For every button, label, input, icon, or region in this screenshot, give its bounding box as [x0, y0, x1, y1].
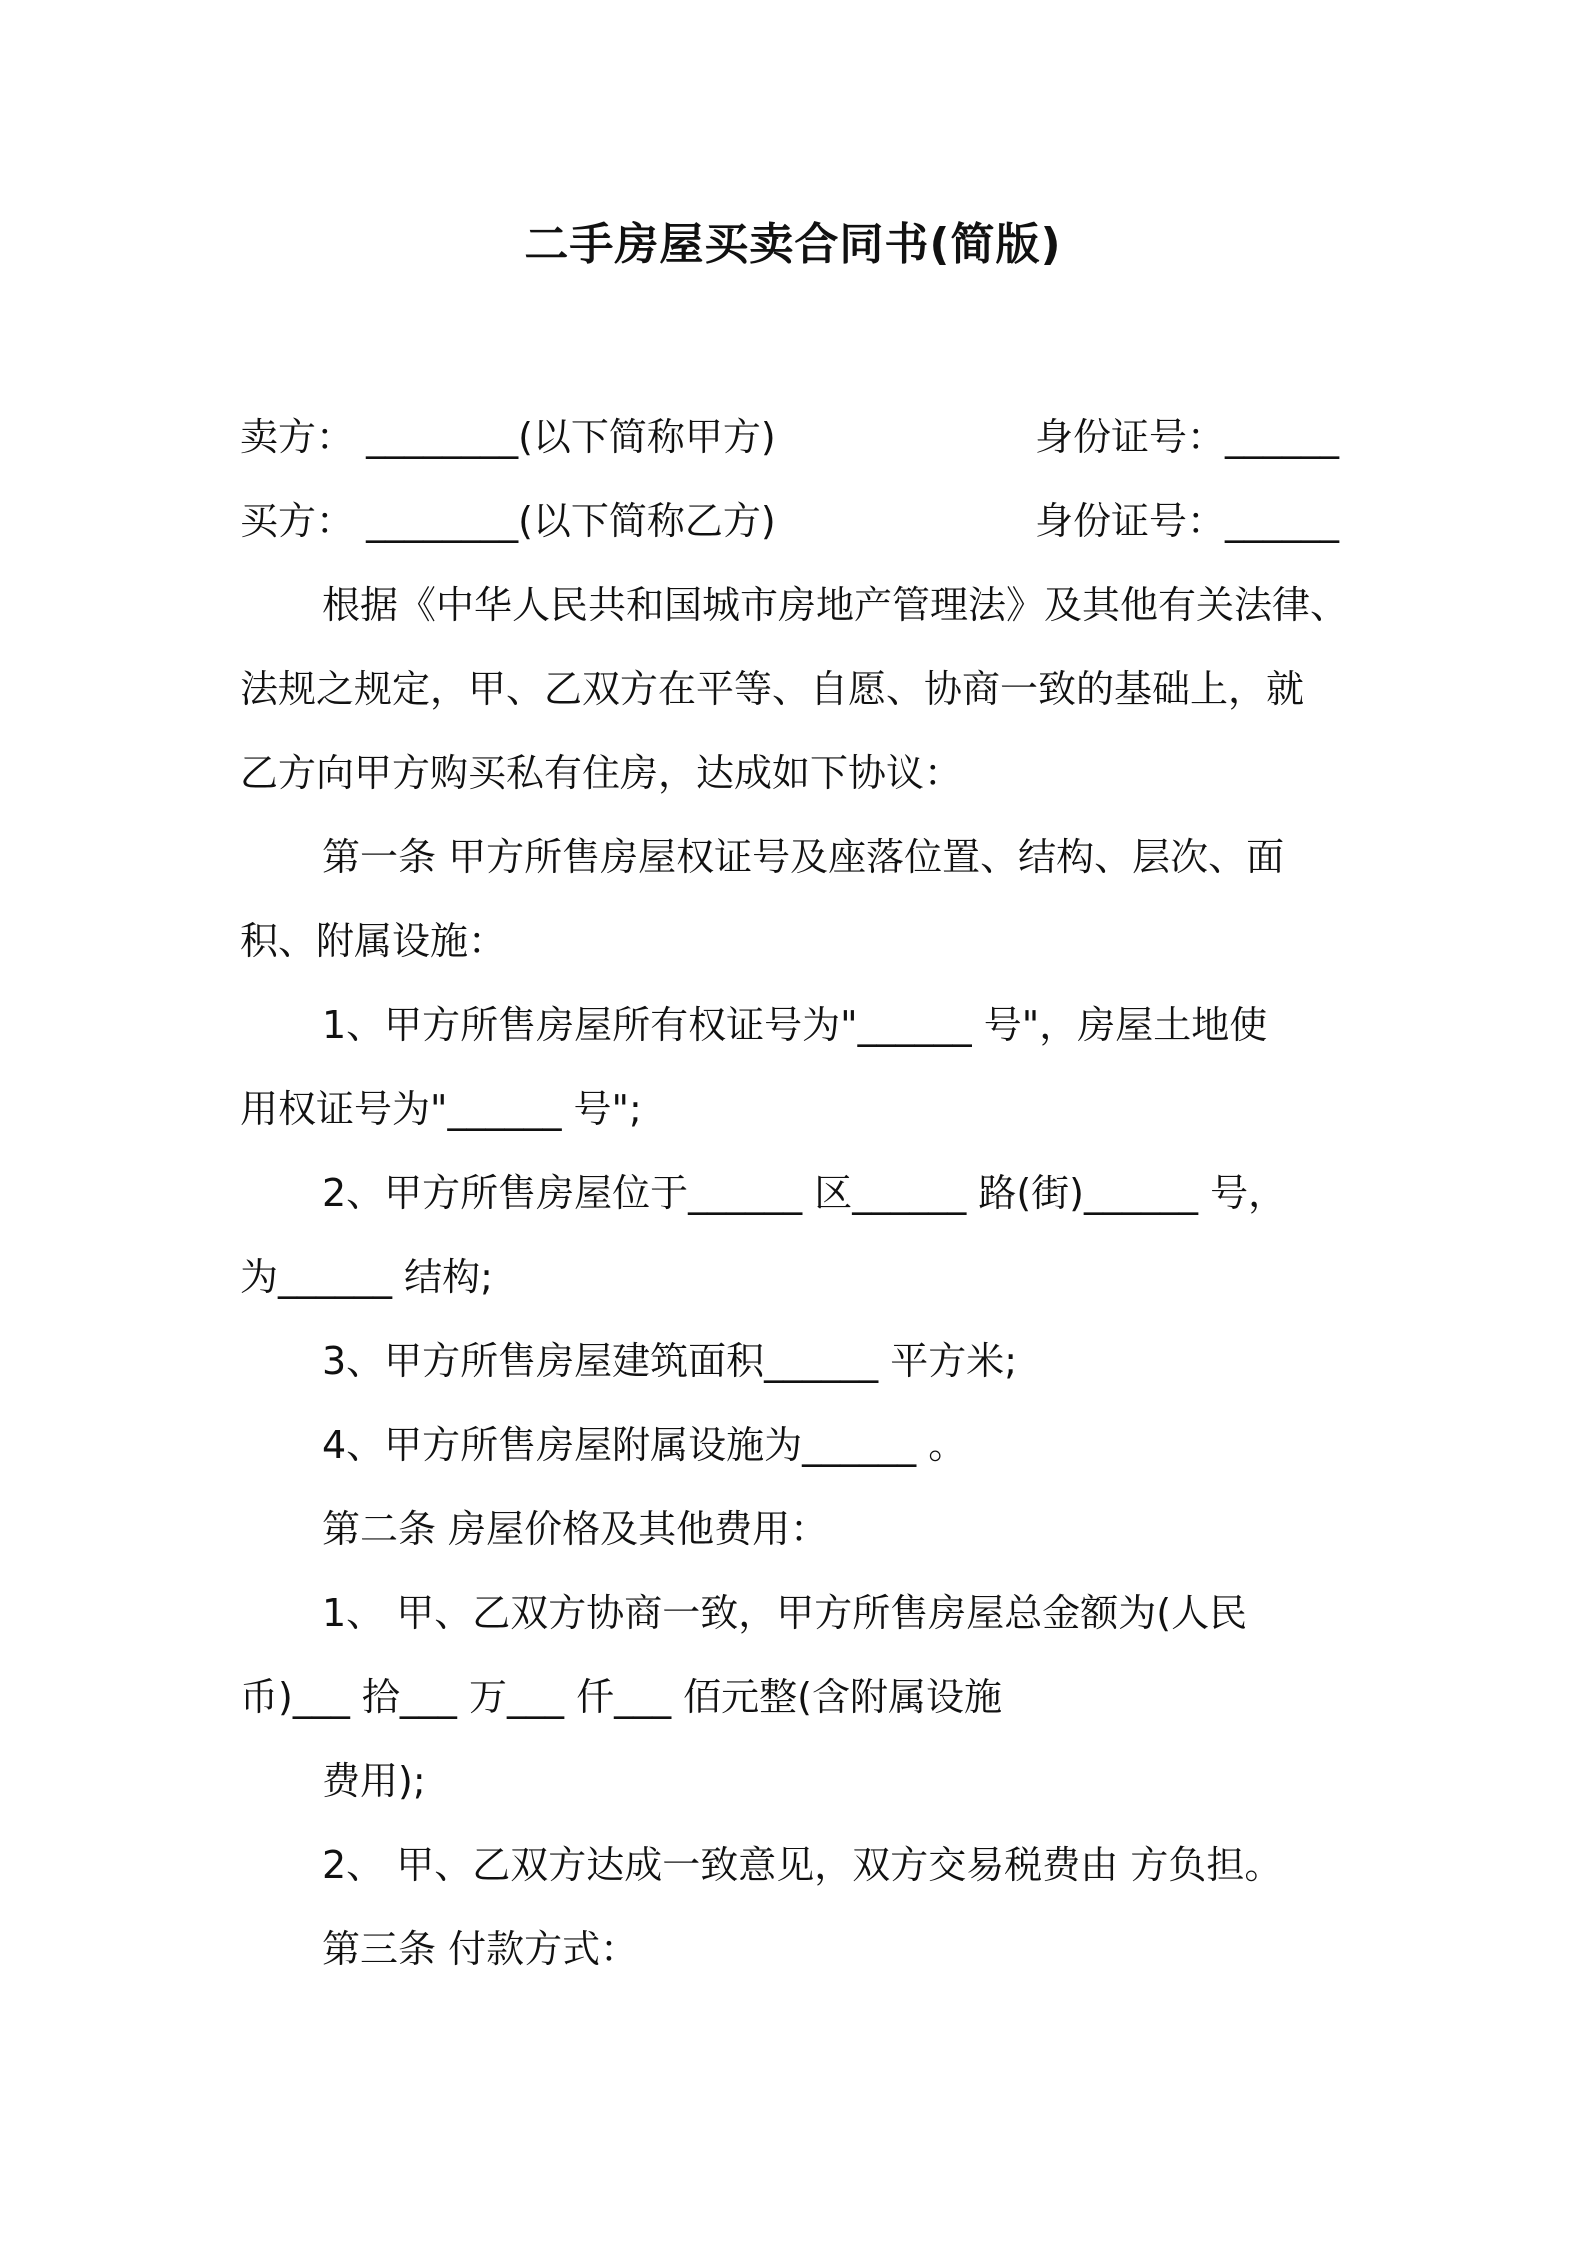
document-title: 二手房屋买卖合同书(简版) [524, 219, 1062, 270]
article-1-item-1-cont: 用权证号为"______ 号"; [240, 1087, 642, 1131]
seller-line: 卖方： ________(以下简称甲方) [240, 415, 776, 459]
article-1-heading-cont: 积、附属设施： [240, 919, 507, 963]
article-2-item-2: 2、 甲、乙双方达成一致意见，双方交易税费由 方负担。 [322, 1843, 1283, 1887]
article-1-heading: 第一条 甲方所售房屋权证号及座落位置、结构、层次、面 [322, 835, 1285, 879]
article-1-item-2-cont: 为______ 结构; [240, 1255, 493, 1299]
article-1-item-3: 3、甲方所售房屋建筑面积______ 平方米; [322, 1339, 1018, 1383]
article-1-item-2: 2、甲方所售房屋位于______ 区______ 路(街)______ 号， [322, 1171, 1287, 1215]
article-2-item-1-cont-2: 费用); [322, 1759, 426, 1803]
article-2-item-1-cont: 币)___ 拾___ 万___ 仟___ 佰元整(含附属设施 [240, 1675, 1002, 1719]
article-3-heading: 第三条 付款方式： [322, 1927, 639, 1971]
buyer-id-line: 身份证号：______ [1035, 499, 1340, 543]
article-2-heading: 第二条 房屋价格及其他费用： [322, 1507, 829, 1551]
article-1-item-4: 4、甲方所售房屋附属设施为______ 。 [322, 1423, 967, 1467]
preamble-line-2: 法规之规定，甲、乙双方在平等、自愿、协商一致的基础上，就 [240, 667, 1305, 711]
seller-id-line: 身份证号：______ [1035, 415, 1340, 459]
article-1-item-1: 1、甲方所售房屋所有权证号为"______ 号"，房屋土地使 [322, 1003, 1268, 1047]
preamble-line-3: 乙方向甲方购买私有住房，达成如下协议： [240, 751, 963, 795]
preamble-line-1: 根据《中华人民共和国城市房地产管理法》及其他有关法律、 [322, 583, 1349, 627]
article-2-item-1: 1、 甲、乙双方协商一致，甲方所售房屋总金额为(人民 [322, 1591, 1248, 1635]
buyer-line: 买方： ________(以下简称乙方) [240, 499, 776, 543]
